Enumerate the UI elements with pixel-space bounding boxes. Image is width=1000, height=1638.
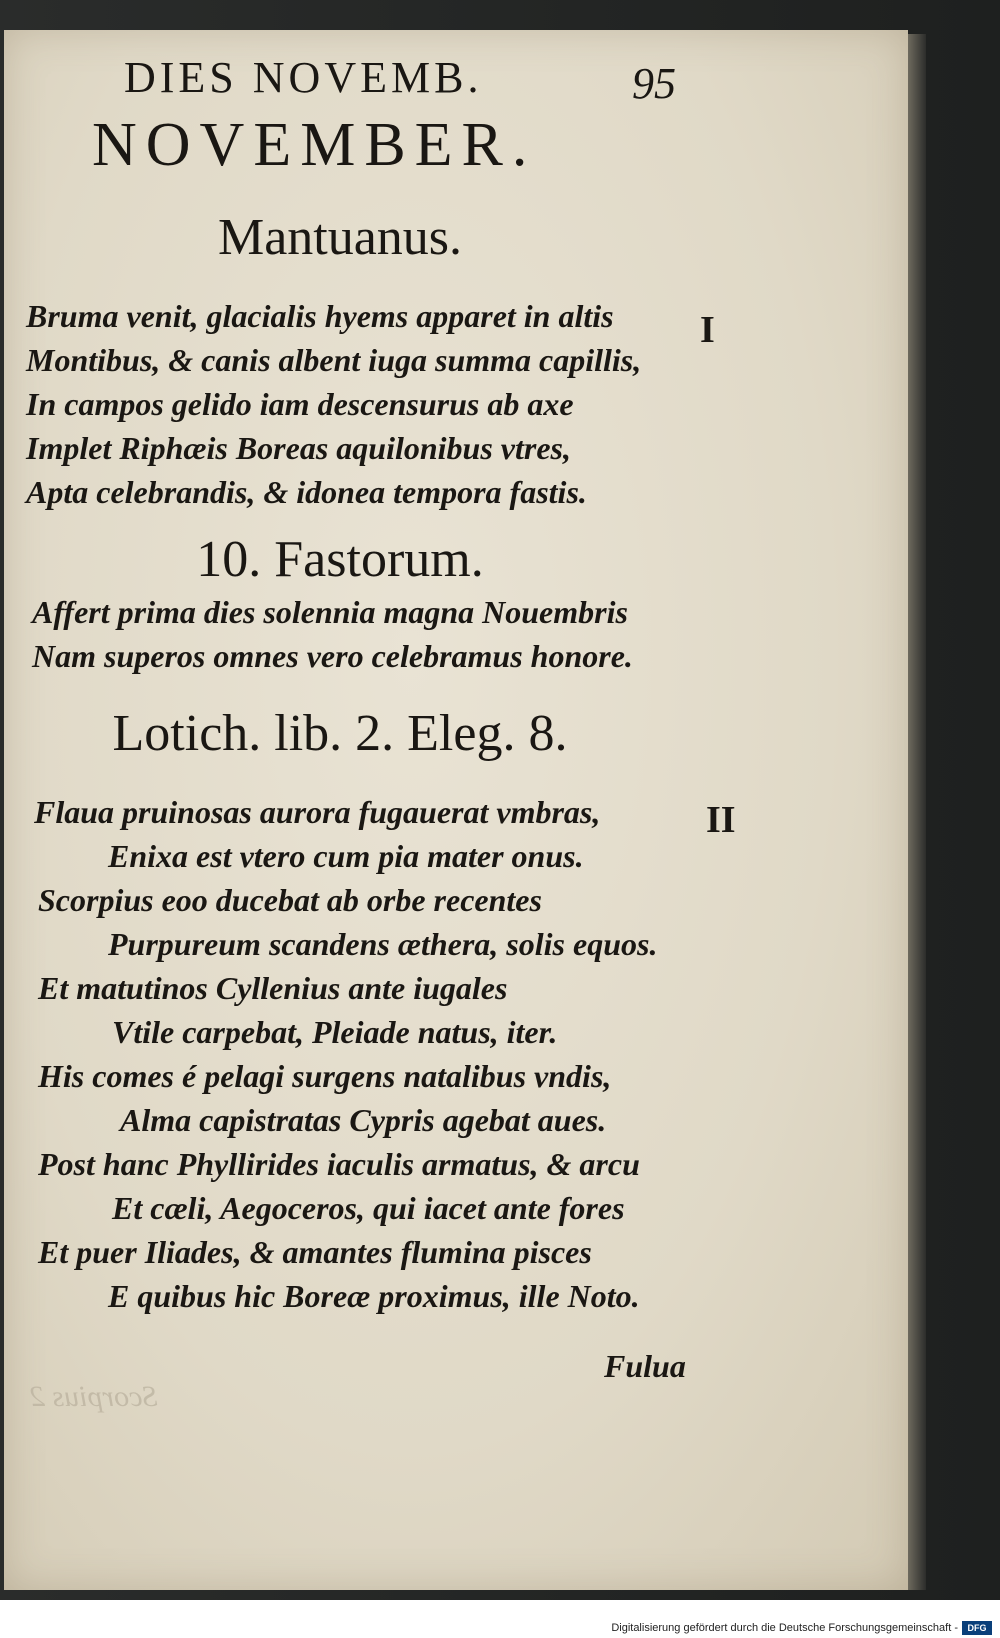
verse-line: Scorpius eoo ducebat ab orbe recentes (38, 882, 542, 918)
marginal-numeral-1: I (700, 309, 715, 351)
verse-line: Affert prima dies solennia magna Nouembris (32, 594, 628, 630)
bleed-through-text: Scorpius 2 (30, 1380, 158, 1413)
verse-line: Flaua pruinosas aurora fugauerat vmbras, (34, 794, 601, 830)
digitization-credit: Digitalisierung gefördert durch die Deutsche Forschungsgemeinschaft - (611, 1622, 958, 1634)
page-edge (908, 34, 926, 1590)
verse-line: Implet Riphæis Boreas aquilonibus vtres, (26, 430, 571, 466)
month-title: NOVEMBER. (92, 111, 537, 179)
verse-line: Post hanc Phyllirides iaculis armatus, & arcu (38, 1146, 640, 1182)
dfg-logo: DFG (962, 1621, 992, 1635)
verse-line: In campos gelido iam descensurus ab axe (26, 386, 574, 422)
section-heading-mantuanus: Mantuanus. (217, 209, 463, 266)
verse-line: Vtile carpebat, Pleiade natus, iter. (112, 1014, 558, 1050)
verse-line: Bruma venit, glacialis hyems apparet in altis (26, 298, 614, 334)
verse-line: E quibus hic Boreæ proximus, ille Noto. (108, 1278, 640, 1314)
verse-line: Et cæli, Aegoceros, qui iacet ante fores (112, 1190, 625, 1226)
section-heading-fastorum: 10. Fastorum. (196, 531, 484, 588)
page-number: 95 (632, 59, 676, 108)
verse-line: Et puer Iliades, & amantes flumina pisces (38, 1234, 592, 1270)
verse-line: Purpureum scandens æthera, solis equos. (108, 926, 658, 962)
marginal-numeral-2: II (706, 799, 736, 841)
verse-line: Nam superos omnes vero celebramus honore. (32, 638, 633, 674)
verse-line: Enixa est vtero cum pia mater onus. (108, 838, 584, 874)
running-head: DIES NOVEMB. (124, 53, 483, 102)
verse-line: Montibus, & canis albent iuga summa capillis, (26, 342, 642, 378)
verse-line: Alma capistratas Cypris agebat aues. (120, 1102, 607, 1138)
verse-line: Apta celebrandis, & idonea tempora fastis. (26, 474, 587, 510)
catchword: Fulua (604, 1348, 686, 1384)
section-heading-lotich: Lotich. lib. 2. Eleg. 8. (112, 705, 568, 762)
verse-line: Et matutinos Cyllenius ante iugales (38, 970, 508, 1006)
verse-line: His comes é pelagi surgens natalibus vndis, (38, 1058, 612, 1094)
